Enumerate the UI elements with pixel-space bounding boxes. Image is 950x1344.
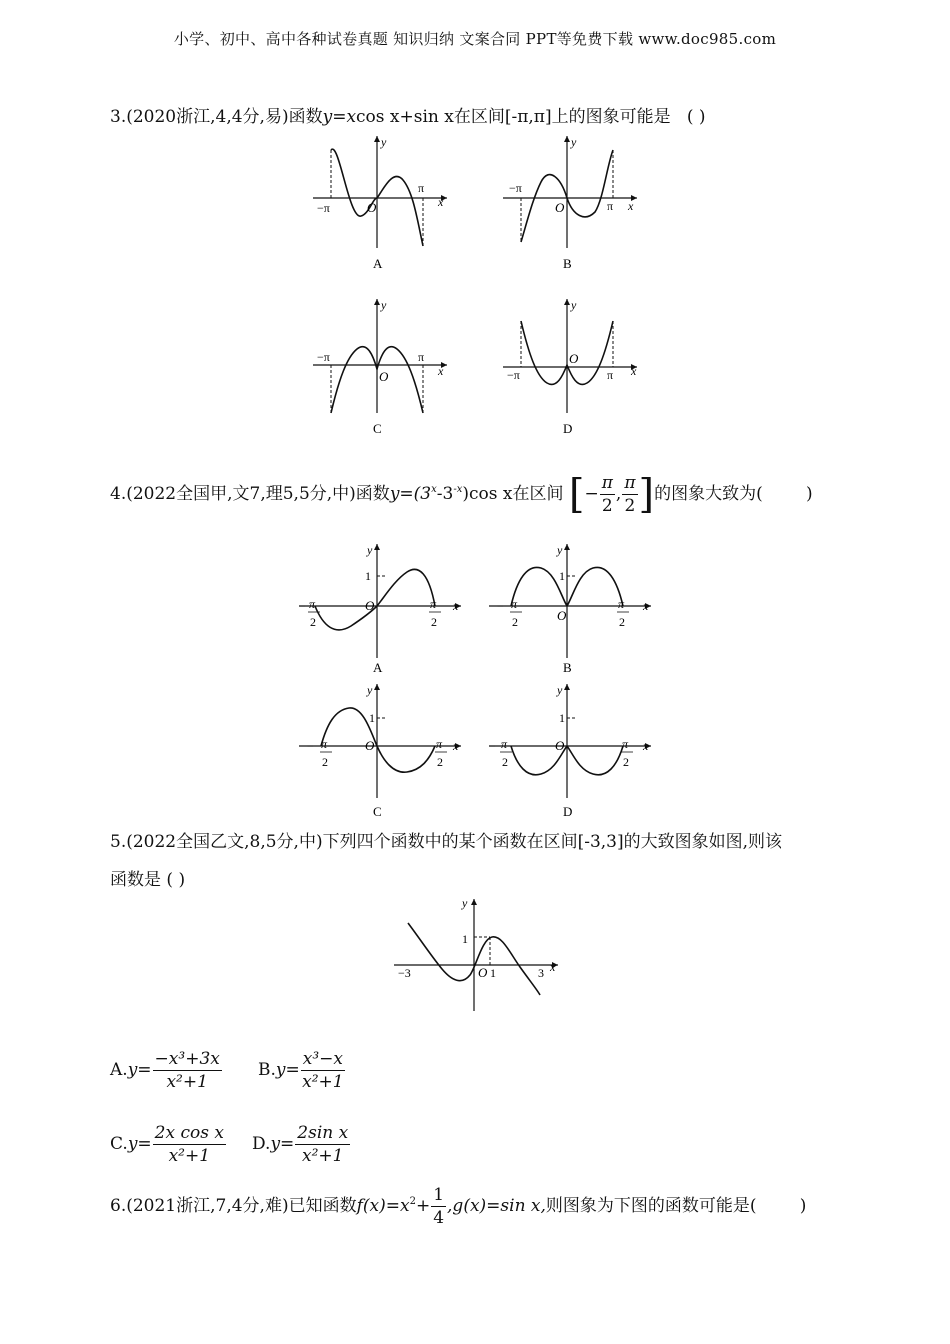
q6-f: f(x)=x bbox=[356, 1196, 410, 1216]
svg-text:x: x bbox=[631, 364, 637, 378]
svg-text:π: π bbox=[430, 597, 437, 611]
svg-text:O: O bbox=[555, 738, 565, 753]
svg-text:1: 1 bbox=[462, 932, 468, 946]
svg-text:O: O bbox=[478, 965, 488, 980]
q5-graph bbox=[390, 895, 570, 1015]
q5-choice-c: C.y= $\frac{\text{2x cos x}}{\text{x²+1}}$ bbox=[110, 1123, 224, 1166]
q4-curve-a bbox=[315, 569, 435, 630]
q4-suffix: 的图象大致为( bbox=[654, 484, 763, 504]
svg-text:2: 2 bbox=[619, 615, 625, 629]
svg-text:1: 1 bbox=[559, 711, 565, 725]
svg-text:−π: −π bbox=[317, 350, 330, 364]
option-a-caption: A bbox=[373, 256, 383, 270]
svg-text:−: − bbox=[307, 739, 314, 753]
q4-graph-d bbox=[485, 680, 660, 820]
svg-text:π: π bbox=[309, 597, 316, 611]
svg-text:−π: −π bbox=[507, 368, 520, 382]
svg-text:x: x bbox=[453, 739, 459, 753]
svg-text:1: 1 bbox=[369, 711, 375, 725]
q3-graph-c bbox=[305, 295, 455, 435]
svg-text:O: O bbox=[557, 608, 567, 623]
svg-text:O: O bbox=[569, 351, 579, 366]
origin-label: O bbox=[367, 200, 377, 215]
svg-text:D: D bbox=[563, 804, 573, 819]
q4-prefix: 4.(2022全国甲,文7,理5,5分,中)函数 bbox=[110, 484, 390, 504]
svg-text:2: 2 bbox=[502, 755, 508, 769]
q4-func-a: y=(3 bbox=[389, 484, 432, 504]
q3-graph-b bbox=[495, 130, 645, 270]
svg-text:O: O bbox=[365, 598, 375, 613]
x-label: x bbox=[438, 195, 444, 209]
svg-text:π: π bbox=[418, 350, 425, 364]
svg-text:y: y bbox=[381, 298, 387, 312]
svg-text:π: π bbox=[511, 597, 518, 611]
q3-func-rest: cos x+sin x bbox=[356, 107, 454, 127]
q4-mid: 在区间 bbox=[512, 484, 564, 504]
svg-text:π: π bbox=[622, 737, 629, 751]
svg-text:2: 2 bbox=[437, 755, 443, 769]
svg-text:π: π bbox=[321, 737, 328, 751]
q3-answer-paren: ( ) bbox=[686, 107, 706, 127]
page-header: 小学、初中、高中各种试卷真题 知识归纳 文案合同 PPT等免费下载 www.doc985.com bbox=[173, 30, 777, 48]
question-5-line2: 函数是 ( ) bbox=[110, 870, 186, 890]
svg-text:y: y bbox=[571, 135, 577, 149]
svg-text:x: x bbox=[438, 364, 444, 378]
svg-text:1: 1 bbox=[490, 966, 496, 980]
svg-text:2: 2 bbox=[310, 615, 316, 629]
svg-text:2: 2 bbox=[322, 755, 328, 769]
option-b-caption: B bbox=[563, 256, 572, 270]
svg-text:2: 2 bbox=[623, 755, 629, 769]
question-3-stem bbox=[110, 105, 706, 129]
option-c-caption: C bbox=[373, 421, 382, 435]
svg-text:y: y bbox=[462, 896, 468, 910]
svg-text:π: π bbox=[607, 368, 614, 382]
svg-text:π: π bbox=[436, 737, 443, 751]
svg-text:3: 3 bbox=[538, 966, 544, 980]
q3-graph-d bbox=[495, 295, 645, 435]
q4-func-c: )cos x bbox=[462, 484, 513, 504]
svg-text:y: y bbox=[367, 683, 373, 697]
svg-text:π: π bbox=[618, 597, 625, 611]
svg-text:C: C bbox=[373, 804, 382, 819]
svg-text:π: π bbox=[501, 737, 508, 751]
svg-text:y: y bbox=[557, 683, 563, 697]
svg-text:1: 1 bbox=[559, 569, 565, 583]
svg-text:O: O bbox=[379, 369, 389, 384]
q3-graph-a bbox=[305, 130, 455, 270]
svg-text:π: π bbox=[607, 199, 614, 213]
svg-text:−: − bbox=[489, 739, 496, 753]
svg-text:x: x bbox=[628, 199, 634, 213]
q4-func-b: -3 bbox=[436, 484, 454, 504]
q4-graph-a bbox=[295, 540, 470, 680]
q4-graph-c bbox=[295, 680, 470, 820]
q5-choice-d: D.y= $\frac{\text{2sin x}}{\text{x²+1}}$ bbox=[252, 1123, 349, 1166]
q4-exp1: x bbox=[431, 484, 437, 495]
svg-text:x: x bbox=[453, 599, 459, 613]
q6-prefix: 6.(2021浙江,7,4分,难)已知函数 bbox=[110, 1196, 357, 1216]
svg-text:−: − bbox=[497, 599, 504, 613]
q5-choice-b: B.y= $\frac{\text{x³−x}}{\text{x²+1}}$ bbox=[258, 1049, 344, 1092]
neg-pi-label: −π bbox=[317, 201, 330, 215]
q4-graph-b bbox=[485, 540, 660, 680]
svg-text:x: x bbox=[643, 739, 649, 753]
svg-text:A: A bbox=[373, 660, 383, 675]
svg-text:2: 2 bbox=[431, 615, 437, 629]
svg-text:B: B bbox=[563, 660, 572, 675]
question-6-stem: 6.(2021浙江,7,4分,难)已知函数$f(x)=x^2+$ $\frac{1}{4}$ ,g(x)=sin x,则图象为下图的函数可能是( ) bbox=[110, 1185, 807, 1228]
pi-label: π bbox=[418, 181, 425, 195]
svg-text:−3: −3 bbox=[398, 966, 411, 980]
q3-suffix: 在区间[-π,π]上的图象可能是 bbox=[453, 107, 671, 127]
q3-prefix: 3.(2020浙江,4,4分,易)函数 bbox=[110, 107, 323, 127]
svg-text:O: O bbox=[365, 738, 375, 753]
question-5-line1: 5.(2022全国乙文,8,5分,中)下列四个函数中的某个函数在区间[-3,3]的大致图象如图,则该 bbox=[110, 832, 783, 852]
q3-func: y=x bbox=[322, 107, 357, 127]
q4-exp2: -x bbox=[453, 484, 463, 495]
svg-text:−: − bbox=[299, 599, 306, 613]
svg-text:−π: −π bbox=[509, 181, 522, 195]
svg-text:O: O bbox=[555, 200, 565, 215]
q6-suffix: 则图象为下图的函数可能是( bbox=[545, 1196, 757, 1216]
question-4-stem: 4.(2022全国甲,文7,理5,5分,中)函数$y=(3^x-3^{-x})\cos$ x在区间 [− $\frac{\pi}{2}$ , $\frac{\pi}{2}$ ]的图象大致为( ) bbox=[110, 471, 813, 518]
svg-text:y: y bbox=[367, 543, 373, 557]
q5-choice-a: A.y= $\frac{\text{−x³+3x}}{\text{x²+1}}$ bbox=[110, 1049, 220, 1092]
y-label: y bbox=[381, 135, 387, 149]
option-d-caption: D bbox=[563, 421, 573, 435]
svg-text:y: y bbox=[557, 543, 563, 557]
svg-text:y: y bbox=[571, 298, 577, 312]
svg-text:x: x bbox=[550, 960, 556, 974]
svg-text:2: 2 bbox=[512, 615, 518, 629]
svg-text:1: 1 bbox=[365, 569, 371, 583]
q6-g: ,g(x)=sin x, bbox=[447, 1196, 546, 1216]
svg-text:x: x bbox=[643, 599, 649, 613]
